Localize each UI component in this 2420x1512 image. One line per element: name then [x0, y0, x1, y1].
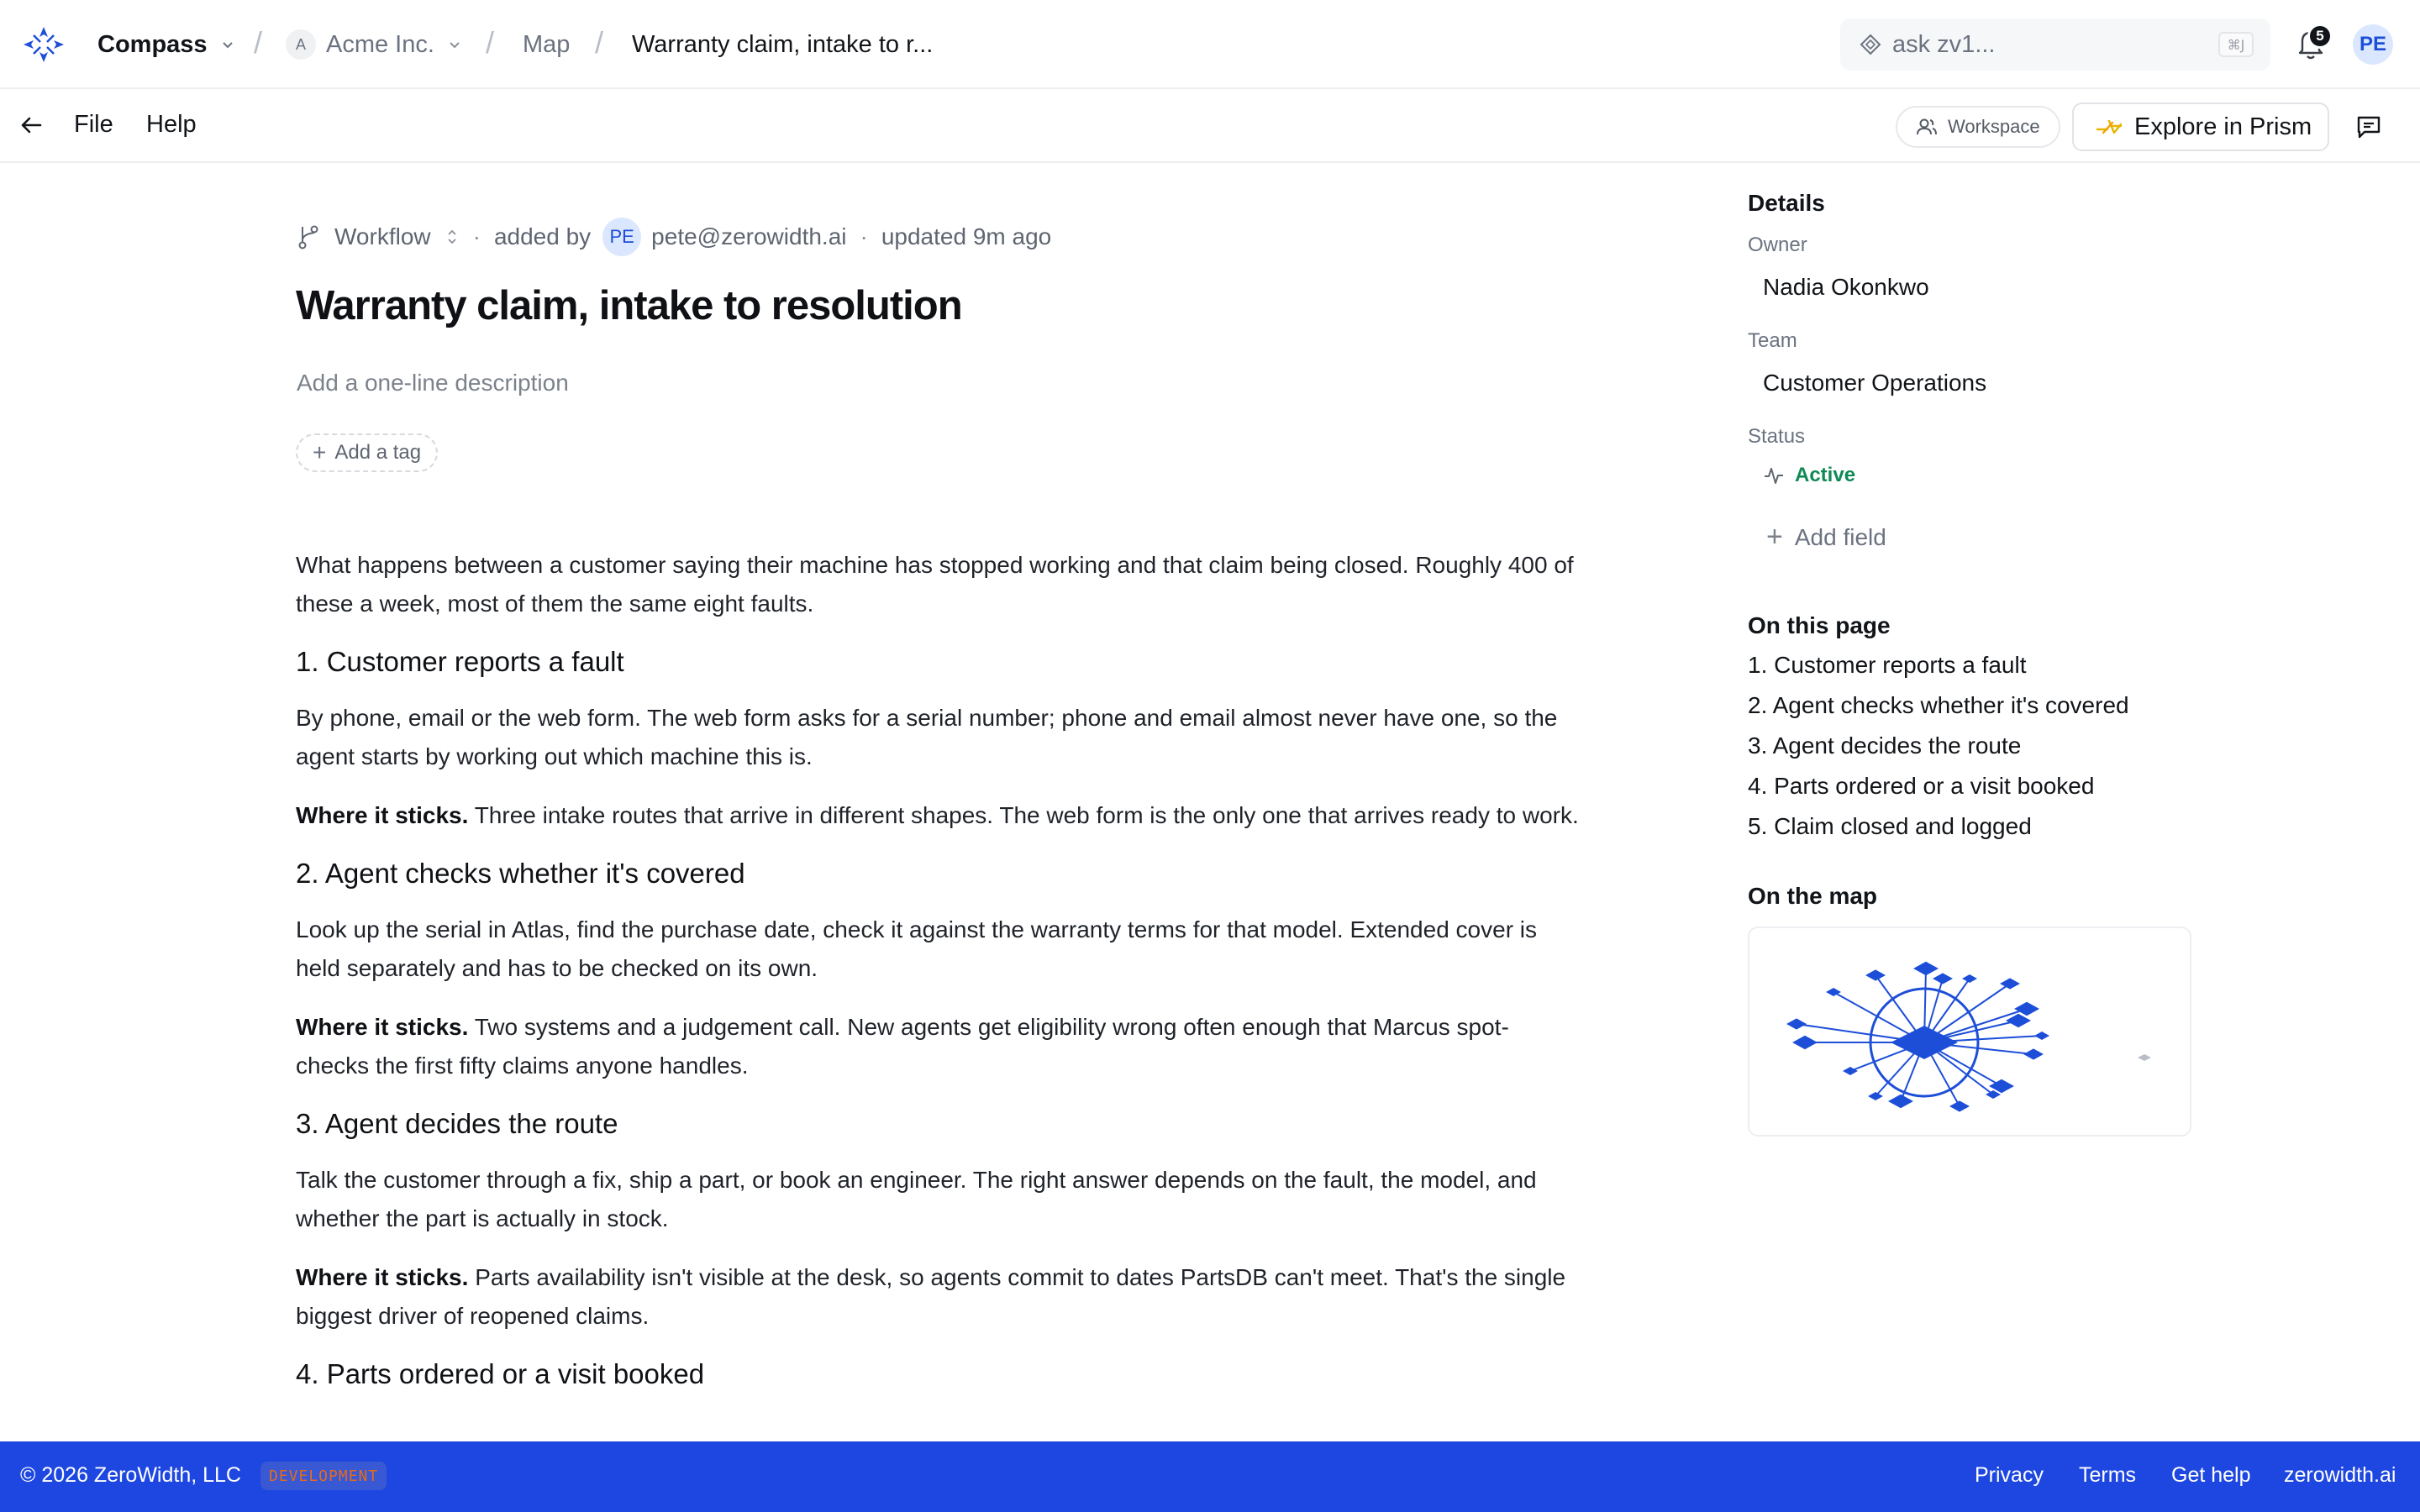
- footer-link-zerowidth[interactable]: zerowidth.ai: [2284, 1463, 2396, 1487]
- add-field-button[interactable]: [1766, 521, 2193, 554]
- author-email[interactable]: pete@zerowidth.ai: [651, 223, 847, 249]
- user-avatar[interactable]: PE: [2353, 24, 2393, 65]
- sparkle-diamond-icon: [1859, 33, 1882, 56]
- section-paragraph: Talk the customer through a fix, ship a part, or book an engineer. The right answer depends on the fault, the model, and whether the part is actually in stock.: [296, 1167, 1537, 1231]
- git-branch-icon: [296, 223, 321, 250]
- status-text: Active: [1795, 464, 1856, 486]
- map-hub-node: [1891, 1026, 1958, 1059]
- notification-count-badge: 5: [2307, 24, 2333, 49]
- map-node: [1933, 973, 1953, 984]
- org-switcher[interactable]: [286, 0, 463, 89]
- map-node: [1792, 1036, 1818, 1050]
- footer-link-terms[interactable]: Terms: [2079, 1463, 2137, 1487]
- app-switcher[interactable]: [97, 0, 236, 89]
- owner-label: Owner: [1748, 234, 1807, 256]
- chevron-down-icon: [446, 36, 463, 53]
- workspace-label: Workspace: [1948, 116, 2040, 137]
- breadcrumb-separator: /: [254, 25, 263, 60]
- intro-paragraph: What happens between a customer saying their machine has stopped working and that claim being closed. Roughly 400 of these a week, most of them the same eight faults.: [296, 552, 1574, 617]
- footer: [0, 1441, 2420, 1512]
- add-tag-label: Add a tag: [334, 441, 422, 464]
- section-heading: 1. Customer reports a fault: [296, 646, 624, 677]
- users-icon: [1916, 116, 1938, 138]
- map-node: [1865, 969, 1886, 980]
- map-node: [1786, 1018, 1807, 1029]
- org-name: Acme Inc.: [326, 30, 434, 58]
- owner-value[interactable]: Nadia Okonkwo: [1763, 274, 1929, 300]
- page-type-select[interactable]: Workflow: [334, 223, 431, 249]
- sticks-paragraph: [296, 796, 1581, 835]
- chevron-down-icon: [219, 36, 236, 53]
- menu-file[interactable]: File: [74, 111, 113, 138]
- author-avatar: PE: [602, 218, 641, 256]
- breadcrumb-separator: /: [595, 25, 604, 60]
- ask-search-input[interactable]: [1840, 18, 2270, 71]
- map-graph-thumbnail: [1749, 928, 2193, 1138]
- environment-badge: DEVELOPMENT: [260, 1462, 387, 1490]
- prism-label: Explore in Prism: [2134, 113, 2312, 140]
- app-name: Compass: [97, 30, 208, 58]
- search-placeholder: ask zv1...: [1892, 30, 1996, 58]
- breadcrumb-separator: /: [486, 25, 495, 60]
- toc-item[interactable]: 4. Parts ordered or a visit booked: [1748, 773, 2095, 799]
- toc-item[interactable]: 2. Agent checks whether it's covered: [1748, 692, 2129, 718]
- details-panel: [1748, 190, 2193, 1137]
- plus-icon: +: [1766, 521, 1783, 553]
- status-label: Status: [1748, 425, 1806, 448]
- document-toolbar: [0, 89, 2420, 163]
- map-node: [1888, 1095, 1913, 1109]
- table-of-contents: [1748, 651, 2193, 841]
- map-node: [1962, 974, 1977, 983]
- map-node: [1949, 1100, 1970, 1111]
- prism-icon: [2096, 118, 2123, 136]
- map-node: [1913, 962, 1939, 976]
- compass-logo-icon[interactable]: [20, 24, 67, 66]
- map-node: [2014, 1002, 2039, 1016]
- section-heading: 2. Agent checks whether it's covered: [296, 858, 745, 889]
- added-by-label: added by: [493, 223, 592, 249]
- map-node: [2034, 1032, 2049, 1040]
- section-heading: 3. Agent decides the route: [296, 1108, 618, 1139]
- toc-item[interactable]: 5. Claim closed and logged: [1748, 813, 2032, 839]
- add-field-label: Add field: [1794, 523, 1886, 550]
- team-value[interactable]: Customer Operations: [1763, 370, 1987, 396]
- breadcrumb-map-link[interactable]: Map: [523, 30, 571, 58]
- map-heading: On the map: [1748, 883, 1878, 909]
- description-input[interactable]: Add a one-line description: [297, 370, 569, 396]
- top-navigation-bar: [0, 0, 2420, 89]
- status-value[interactable]: [1763, 464, 2193, 487]
- toc-heading: On this page: [1748, 612, 1891, 638]
- add-tag-button[interactable]: [296, 433, 438, 472]
- breadcrumb-current-page: Warranty claim, intake to r...: [632, 30, 934, 58]
- keyboard-shortcut-hint: ⌘J: [2218, 32, 2254, 57]
- sticks-paragraph: [296, 1258, 1581, 1336]
- footer-link-get-help[interactable]: Get help: [2171, 1463, 2251, 1487]
- sticks-text: Three intake routes that arrive in different shapes. The web form is the only one that arrives ready to work.: [474, 802, 1579, 828]
- meta-separator: ·: [860, 223, 868, 249]
- sticks-label: Where it sticks.: [296, 802, 469, 828]
- map-node: [1986, 1090, 2001, 1099]
- sticks-text: Two systems and a judgement call. New agents get eligibility wrong often enough that Marcus spot-checks the first fifty claims anyone handles.: [296, 1014, 1509, 1079]
- map-orphan-node: [2138, 1054, 2151, 1061]
- section-paragraph: Look up the serial in Atlas, find the purchase date, check it against the warranty terms for that model. Extended cover is held separately and has to be checked on its own.: [296, 916, 1538, 981]
- comment-icon[interactable]: [2354, 113, 2383, 141]
- section-heading: 4. Parts ordered or a visit booked: [296, 1358, 705, 1389]
- footer-link-privacy[interactable]: Privacy: [1975, 1463, 2044, 1487]
- sticks-text: Parts availability isn't visible at the desk, so agents commit to dates PartsDB can't meet. That's the single biggest driver of reopened claims.: [296, 1264, 1566, 1329]
- meta-separator: ·: [472, 223, 481, 249]
- map-node: [2023, 1048, 2044, 1059]
- section-paragraph: By phone, email or the web form. The web form asks for a serial number; phone and email almost never have one, so the agent starts by working out which machine this is.: [296, 705, 1558, 769]
- map-node: [2006, 1014, 2031, 1028]
- details-heading: Details: [1748, 190, 1825, 216]
- workspace-button[interactable]: [1896, 106, 2060, 148]
- menu-help[interactable]: Help: [146, 111, 197, 138]
- sticks-label: Where it sticks.: [296, 1014, 469, 1040]
- org-avatar: A: [286, 29, 316, 60]
- toc-item[interactable]: 3. Agent decides the route: [1748, 732, 2022, 759]
- document-body[interactable]: [296, 546, 1581, 1411]
- copyright: © 2026 ZeroWidth, LLC: [20, 1463, 241, 1487]
- explore-in-prism-button[interactable]: [2072, 102, 2329, 151]
- plus-icon: +: [313, 439, 327, 465]
- sticks-paragraph: [296, 1008, 1581, 1085]
- map-preview[interactable]: [1748, 927, 2191, 1137]
- team-label: Team: [1748, 329, 1797, 352]
- chevron-updown-icon[interactable]: [445, 227, 460, 247]
- page-title[interactable]: Warranty claim, intake to resolution: [296, 283, 962, 328]
- sticks-label: Where it sticks.: [296, 1264, 469, 1290]
- updated-timestamp: updated 9m ago: [881, 223, 1052, 249]
- page-meta: [296, 218, 1051, 255]
- activity-icon: [1763, 465, 1785, 486]
- arrow-left-icon[interactable]: [17, 111, 45, 139]
- toc-item[interactable]: 1. Customer reports a fault: [1748, 652, 2027, 678]
- map-node: [1868, 1092, 1883, 1100]
